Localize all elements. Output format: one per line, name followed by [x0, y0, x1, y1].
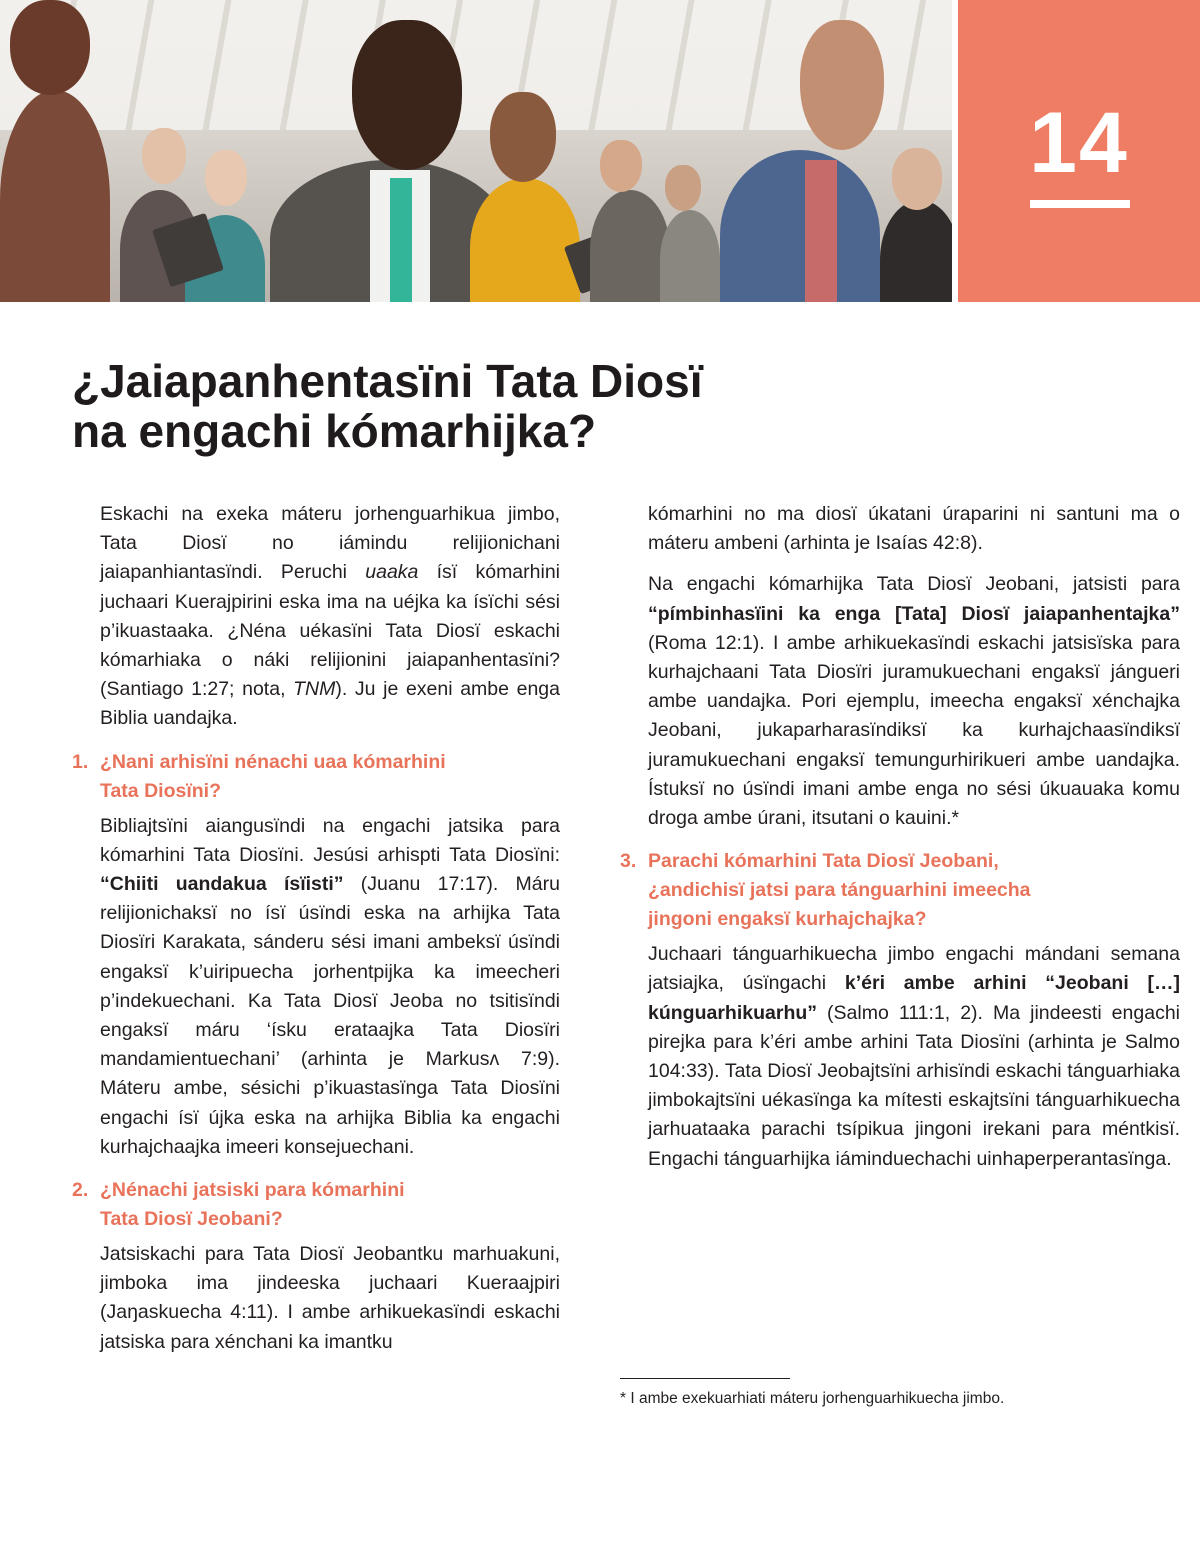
person-figure: [0, 90, 110, 302]
text-run-italic: TNM: [293, 678, 336, 701]
question-line: Tata Diosïni?: [100, 779, 221, 802]
body-paragraph-continued: [72, 1240, 560, 1356]
person-head: [600, 140, 642, 192]
person-head: [10, 0, 90, 95]
text-run: (Roma 12:1). I ambe arhikuekasïndi eskachi jatsisïska para kurhajchaani Tata Diosïri juramukuechani engaksï jángueri ambe uandajka. Pori ejemplu, imeecha engaksï xénchajka Jeobani, jukaparharasïndiksï ka kurhajchaasïndiksï juramukuechani engaksï temungurhirikueri ambe uandajka. Ístuksï no úsïndi imani ambe enga no sési úkuauaka komu droga ambe úrani, itsutani o kauini.*: [648, 631, 1180, 830]
text-run: (Salmo 111:1, 2). Ma jindeesti engachi pirejka para k’éri ambe arhini Tata Diosïni (arhinta je Salmo 104:33). Tata Diosï Jeobajtsïni arhisïndi eskachi tánguarhiaka jimbokajtsïni uékasïnga ka mítesti eskajtsïni tánguarhikuecha jarhuataaka parachi tsípikua jingoni irekani para méntkisï. Engachi tánguarhijka iáminduechachi uinhaperperantasïnga.: [648, 1001, 1180, 1170]
text-run: Jatsiskachi para Tata Diosï Jeobantku marhuakuni, jimboka ima jindeeska juchaari Kueraajpiri (Jaŋaskuecha 4:11). I ambe arhikuekasïndi eskachi jatsiska para xénchani ka imantku: [100, 1243, 560, 1353]
text-run: Bibliajtsïni aiangusïndi na engachi jatsika para kómarhini Tata Diosïni. Jesúsi arhispti Tata Diosïni:: [100, 814, 560, 866]
text-run-italic: uaaka: [365, 561, 419, 584]
footnote: * I ambe exekuarhiati máteru jorhenguarhikuecha jimbo.: [620, 1390, 1005, 1407]
question-text: [648, 847, 1180, 934]
header-photo: [0, 0, 952, 302]
question-number: 3.: [620, 850, 637, 873]
body-paragraph: [620, 940, 1180, 1174]
question-heading: [72, 1176, 560, 1234]
person-figure: [720, 150, 880, 302]
text-run-bold: “pímbinhasïini ka enga [Tata] Diosï jaiapanhentajka”: [648, 602, 1180, 625]
text-run: ísï kómarhini juchaari Kuerajpirini eska ima na uéjka ka ísïchi sési p’ikuastaaka. ¿Néna uékasïni Tata Diosï eskachi kómarhiaka o náki relijionini jaiapanhentasïni? (Santiago 1:27; nota,: [100, 561, 560, 701]
question-line: Tata Diosï Jeobani?: [100, 1208, 283, 1231]
question-line: ¿andichisï jatsi para tánguarhini imeecha: [648, 879, 1031, 902]
question-text: [100, 1176, 560, 1234]
text-run: ). Ju je exeni ambe enga Biblia uandajka.: [100, 678, 560, 730]
text-run: kómarhini no ma diosï úkatani úraparini ni santuni ma o máteru ambeni (arhinta je Isaías 42:8).: [648, 503, 1180, 555]
person-figure: [660, 210, 720, 302]
chapter-number: 14: [1029, 95, 1129, 191]
question-number: 2.: [72, 1179, 89, 1202]
left-column: [72, 500, 560, 1368]
page-title: [72, 356, 972, 456]
tie: [805, 160, 837, 302]
person-head: [352, 20, 462, 170]
text-run: Na engachi kómarhijka Tata Diosï Jeobani, jatsisti para: [648, 573, 1180, 596]
person-figure: [470, 178, 580, 302]
body-paragraph-continuation: [620, 500, 1180, 558]
person-head: [490, 92, 556, 182]
text-run-bold: k’éri ambe arhini “Jeobani […] kúnguarhikuarhu”: [648, 972, 1180, 1024]
title-line: na engachi kómarhijka?: [72, 405, 597, 457]
right-column: [620, 500, 1180, 1186]
text-run: Juchaari tánguarhikuecha jimbo engachi mándani semana jatsiajka, úsïngachi: [648, 943, 1180, 995]
chapter-badge: [958, 0, 1200, 302]
question-text: [100, 748, 560, 806]
body-paragraph: [72, 812, 560, 1162]
text-run: Eskachi na exeka máteru jorhenguarhikua jimbo, Tata Diosï no iámindu relijionichani jaiapanhiantasïndi. Peruchi: [100, 503, 560, 584]
person-head: [205, 150, 247, 206]
question-line: Parachi kómarhini Tata Diosï Jeobani,: [648, 850, 999, 873]
title-line: ¿Jaiapanhentasïni Tata Diosï: [72, 355, 703, 407]
question-heading: [72, 748, 560, 806]
question-line: jingoni engaksï kurhajchajka?: [648, 908, 927, 931]
person-figure: [590, 190, 670, 302]
person-head: [665, 165, 701, 211]
chapter-underline: [1030, 200, 1130, 208]
text-run-bold: “Chiiti uandakua ísïisti”: [100, 873, 344, 896]
person-head: [892, 148, 942, 210]
question-heading: [620, 847, 1180, 934]
footnote-divider: [620, 1378, 790, 1379]
tie: [390, 178, 412, 302]
person-figure: [880, 200, 952, 302]
person-head: [800, 20, 884, 150]
question-line: ¿Nénachi jatsiski para kómarhini: [100, 1179, 405, 1202]
person-head: [142, 128, 186, 184]
question-number: 1.: [72, 750, 89, 773]
text-run: (Juanu 17:17). Máru relijionichaksï no ísï úsïndi eska na arhijka Tata Diosïri Karakata, sánderu sési imani ambeksï úsïndi engaksï k’uiripuecha jorhentpijka ka imeecheri p’indekuechani. Ka Tata Diosï Jeoba no tsitisïndi engaksï máru ‘ísku erataajka Tata Diosïri mandamientuechani’ (arhinta je Markusʌ 7:9). Máteru ambe, sésichi p’ikuastasïnga Tata Diosïni engachi ísï újka eska na arhijka Biblia ka engachi kurhajchaajka imeeri konsejuechani.: [100, 873, 560, 1158]
body-paragraph: [620, 570, 1180, 833]
question-line: ¿Nani arhisïni nénachi uaa kómarhini: [100, 750, 446, 773]
intro-paragraph: [72, 500, 560, 734]
